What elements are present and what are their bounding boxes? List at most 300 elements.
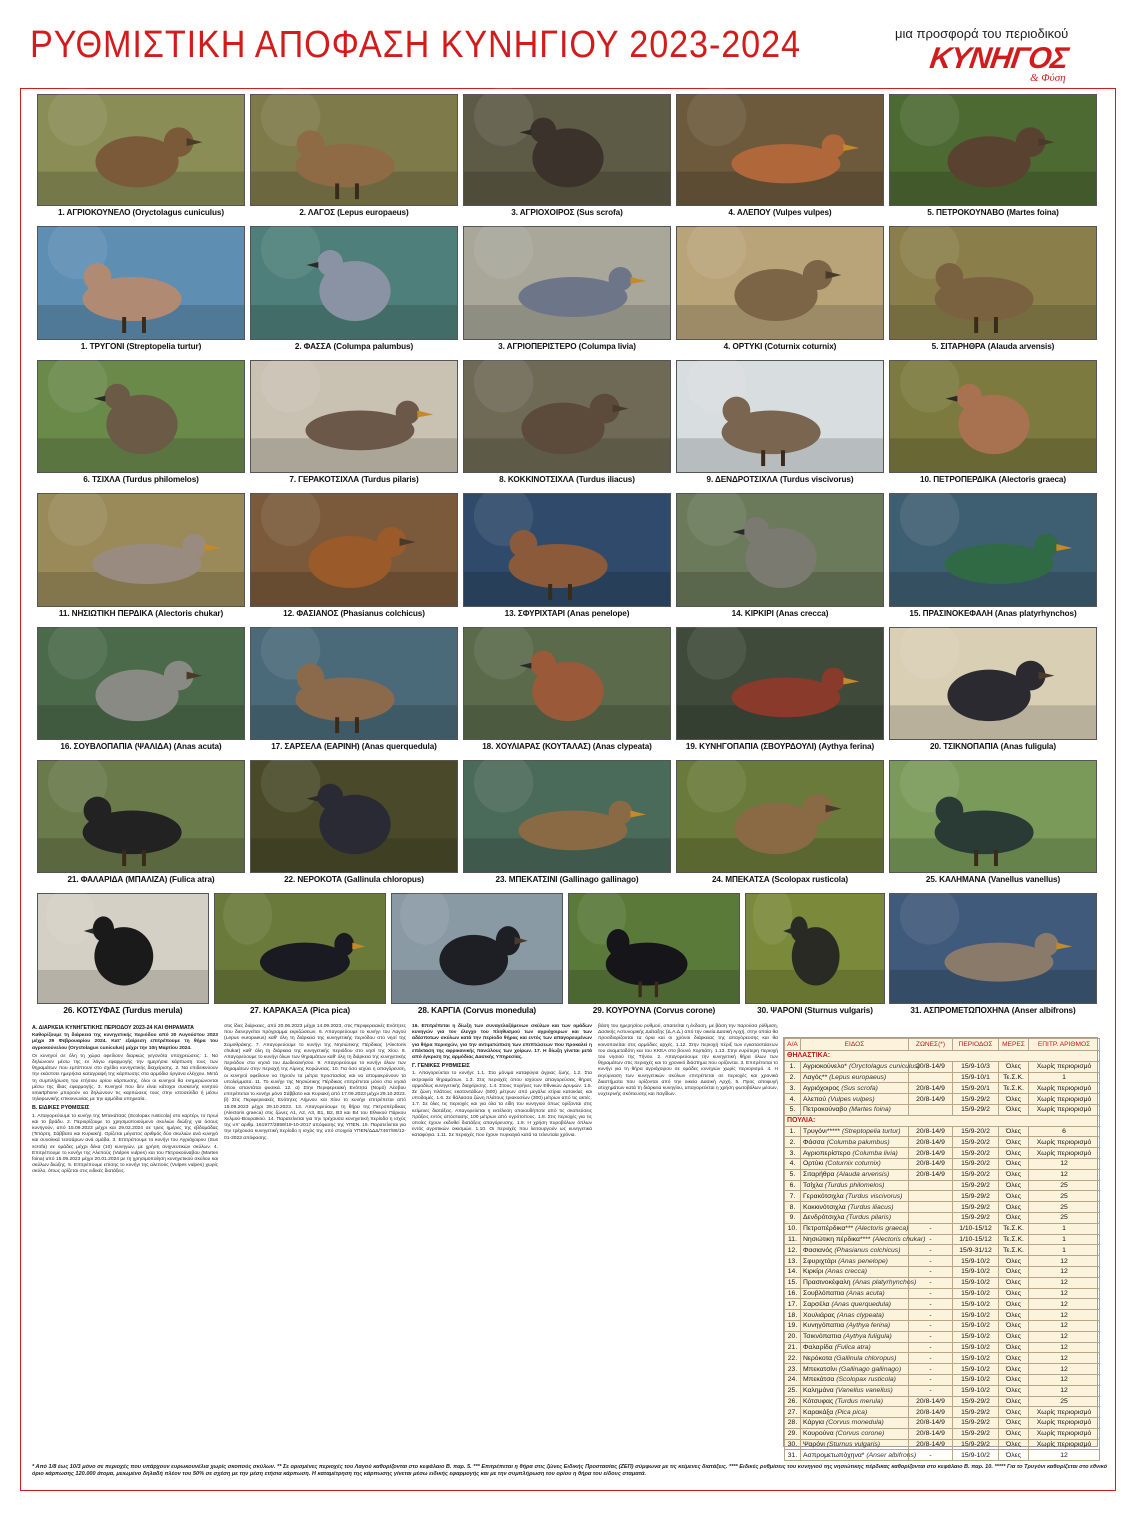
row-number: 29. xyxy=(785,1428,801,1439)
species-scientific-name: (Anas crecca) xyxy=(825,1268,868,1276)
hunting-period: 15/9-20/2 xyxy=(953,1148,999,1159)
bag-limit: Χωρίς περιορισμό xyxy=(1029,1418,1100,1429)
hunting-period: 15/9-10/2 xyxy=(953,1310,999,1321)
bag-limit: 25 xyxy=(1029,1191,1100,1202)
header-number: Α/Α xyxy=(785,1039,801,1051)
row-number: 3. xyxy=(785,1083,801,1094)
hunting-days: Όλες xyxy=(999,1061,1029,1072)
bag-limit: 6 xyxy=(1029,1126,1100,1137)
species-scientific-name: (Turdus merula) xyxy=(835,1397,883,1405)
species-photo xyxy=(463,94,671,206)
species-photo xyxy=(250,627,458,740)
zone-period: - xyxy=(909,1364,953,1375)
hunting-days: Όλες xyxy=(999,1126,1029,1137)
species-common-name: Σιταρήθρα xyxy=(803,1171,835,1179)
bag-limit: 1 xyxy=(1029,1223,1100,1234)
header-zones: ΖΩΝΕΣ(*) xyxy=(909,1039,953,1051)
species-photo xyxy=(676,360,884,473)
column-2-body: στις ίδιες διάρκειες, από 20.06.2023 μέχρι 14.09.2023, στις Περιφερειακές Ενότητες που διενεργείται πρόγραμμα εκριζώσεων. 6. Απαγορεύουμε το κυνήγι του Λαγού (Lepus europaeus) καθ' όλη τη διάρκεια της κυνηγετικής περιόδου στο νησί της Σαμοθράκης. 7. Απαγορεύουμε το κυνήγι της Νησιώτικης Πέρδικας (Alectoris chukar) καθ' όλη τη διάρκεια της κυνηγετικής περιόδου στο νησί της Χίου. 8. Απαγορεύουμε το κυνήγι όλων των θηραμάτων καθ' όλη τη διάρκεια της κυνηγετικής περιόδου στα νησιά του Δωδεκανήσου. 9. Απαγορεύουμε το κυνήγι όλων των θηραμάτων στην περιοχή της Λίμνης Κορώνειας. 10. Για όσο ισχύει η απαγόρευση, οι κυνηγοί οφείλουν να τηρούν τα μέτρα προστασίας και να απομακρύνουν τα υπολείμματα. 11. Το κυνήγι της Νησιώτικης Πέρδικας επιτρέπεται μόνο στα νησιά όπου απαντάται φυσικά. 12. α) Στην Περιφερειακή Ενότητα (Νομό) Λέσβου επιτρέπεται το κυνήγι μόνο Σάββατο και Κυριακή από 17.09.2023 μέχρι 29.10.2023. β) Στις Περιφερειακές Ενότητες Λήμνου και Χίου το κυνήγι επιτρέπεται από 15.09.2023 μέχρι 29.10.2023. 13. Απαγορεύουμε τη θήρα της Πετροπέρδικας (Alectoris graeca) στις ζώνες Α1, Α2, Α3, Β1, Β2, Β3 και Β4 του Εθνικού Πάρκου Χελμού-Βουραϊκού. 14. Παρατείνεται για την τρέχουσα κυνηγετική περίοδο η ισχύς της υπ' αριθμ. 161977/2659/19-10-2017 απόφασης της ΥΠΕΝ. 15. Παρατείνεται για την τρέχουσα κυνηγετική περίοδο η ισχύς της υπό στοιχεία ΥΠΕΝ/ΔΔΔ/7467/86/12-01-2022 απόφασης. xyxy=(224,1024,406,1141)
hunting-period: 15/9-29/2 xyxy=(953,1407,999,1418)
table-row xyxy=(785,1137,1100,1148)
species-name xyxy=(801,1331,909,1342)
row-number: 6. xyxy=(785,1180,801,1191)
table-row xyxy=(785,1202,1100,1213)
table-row xyxy=(785,1331,1100,1342)
bag-limit: 25 xyxy=(1029,1180,1100,1191)
species-card xyxy=(463,493,671,620)
hunting-days: Όλες xyxy=(999,1418,1029,1429)
bag-limit: 12 xyxy=(1029,1353,1100,1364)
table-row xyxy=(785,1439,1100,1450)
species-photo xyxy=(676,627,884,740)
zone-period: - xyxy=(909,1288,953,1299)
row-number: 4. xyxy=(785,1158,801,1169)
hunting-period: 15/9-10/3 xyxy=(953,1061,999,1072)
species-scientific-name: (Lepus europaeus) xyxy=(829,1073,887,1081)
table-row xyxy=(785,1353,1100,1364)
hunting-days: Όλες xyxy=(999,1428,1029,1439)
hunting-days: Τε.Σ.Κ. xyxy=(999,1072,1029,1083)
hunting-period: 15/9-10/2 xyxy=(953,1331,999,1342)
zone-period: - xyxy=(909,1342,953,1353)
row-number: 9. xyxy=(785,1212,801,1223)
species-card xyxy=(37,226,245,353)
tagline: μια προσφορά του περιοδικού xyxy=(895,26,1069,41)
table-row xyxy=(785,1256,1100,1267)
species-scientific-name: (Alectoris graeca) xyxy=(855,1225,909,1233)
species-photo xyxy=(37,760,245,873)
hunting-days: Όλες xyxy=(999,1353,1029,1364)
footnote: * Από 1/8 έως 10/3 μόνο σε περιοχές που υπάρχουν ευρωκουνέλια χωρίς σκοπούς σκύλων. ** Σε ορισμένες περιοχές του Λαγού καθορίζονται στο κεφάλαιο Β. παρ. 5. *** Επιτρέπεται η θήρα στις ζώνες Ειδικής Προστασίας (ΖΕΠ) σύμφωνα με τις κείμενες διατάξεις. **** Ειδικές ρυθμίσεις του κυνηγιού της νησιώτικης πέρδικας καθορίζονται στο κεφάλαιο Β. παρ. 10. ***** Για το Τρυγόνι καθορίζεται στο εθνικό όριο κάρπωσης 120.000 άτομα, μειωμένο δηλαδή πλέον του 50% σε σχέση με την μέση ετήσια κάρπωση. Η καταμέτρηση της κάρπωσης γίνεται μέσω ειδικής εφαρμογής και με την συμπλήρωση του ορίου η θήρα του είδους σταματά. xyxy=(32,1464,1107,1478)
section-a-lead: Καθορίζουμε τη διάρκεια της κυνηγετικής περιόδου από 20 Αυγούστου 2023 μέχρι 29 Φεβρουαρίου 2024. Κατ' εξαίρεση επιτρέπουμε τη θήρα του αγριοκούνελου (Oryctolagus cuniculus) μέχρι την 10η Μαρτίου 2024. xyxy=(32,1033,218,1051)
species-card xyxy=(676,226,884,353)
hunting-seasons-table xyxy=(783,1037,1098,1459)
species-name xyxy=(801,1428,909,1439)
species-scientific-name: (Vanellus vanellus) xyxy=(835,1387,893,1395)
species-card xyxy=(250,760,458,886)
species-scientific-name: (Pica pica) xyxy=(835,1408,868,1416)
bag-limit: 25 xyxy=(1029,1202,1100,1213)
species-common-name: Γερακότσιχλα xyxy=(803,1192,844,1200)
species-name xyxy=(801,1126,909,1137)
bag-limit: Χωρίς περιορισμό xyxy=(1029,1407,1100,1418)
hunting-period: 15/9-20/2 xyxy=(953,1137,999,1148)
hunting-days: Όλες xyxy=(999,1450,1029,1461)
table-row xyxy=(785,1277,1100,1288)
species-caption: 5. ΠΕΤΡΟΚΟΥΝΑΒΟ (Martes foina) xyxy=(927,208,1059,217)
species-card xyxy=(676,627,884,753)
species-scientific-name: (Gallinago gallinago) xyxy=(838,1365,902,1373)
hunting-days: Όλες xyxy=(999,1342,1029,1353)
table-row xyxy=(785,1342,1100,1353)
hunting-period: 15/9-29/2 xyxy=(953,1212,999,1223)
zone-period: - xyxy=(909,1266,953,1277)
hunting-period: 15/9-10/2 xyxy=(953,1385,999,1396)
species-name xyxy=(801,1180,909,1191)
row-number: 5. xyxy=(785,1169,801,1180)
species-card xyxy=(676,360,884,486)
zone-period: 20/8-14/9 xyxy=(909,1396,953,1407)
zone-period: 20/8-14/9 xyxy=(909,1439,953,1450)
bag-limit: Χωρίς περιορισμό xyxy=(1029,1094,1100,1105)
bag-limit: 12 xyxy=(1029,1288,1100,1299)
species-scientific-name: (Alectoris chukar) xyxy=(872,1235,926,1243)
species-photo xyxy=(250,94,458,206)
species-photo xyxy=(250,226,458,340)
row-number: 3. xyxy=(785,1148,801,1159)
species-common-name: Χουλιάρας xyxy=(803,1311,835,1319)
species-scientific-name: (Gallinula chloropus) xyxy=(834,1354,897,1362)
bag-limit: 12 xyxy=(1029,1158,1100,1169)
text-column-4 xyxy=(598,1024,778,1452)
species-caption: 1. ΑΓΡΙΟΚΟΥΝΕΛΟ (Oryctolagus cuniculus) xyxy=(58,208,224,217)
table-row xyxy=(785,1364,1100,1375)
bag-limit: 25 xyxy=(1029,1396,1100,1407)
species-scientific-name: (Turdus pilaris) xyxy=(846,1214,892,1222)
zone-period: - xyxy=(909,1374,953,1385)
species-card xyxy=(391,893,563,1017)
species-photo xyxy=(37,627,245,740)
species-name xyxy=(801,1061,920,1072)
species-scientific-name: (Turdus iliacus) xyxy=(847,1203,894,1211)
zone-period: - xyxy=(909,1277,953,1288)
species-caption: 10. ΠΕΤΡΟΠΕΡΔΙΚΑ (Alectoris graeca) xyxy=(919,475,1066,484)
hunting-period: 15/9-10/2 xyxy=(953,1299,999,1310)
table-row xyxy=(785,1094,1100,1105)
species-card xyxy=(37,627,245,753)
hunting-days: Όλες xyxy=(999,1299,1029,1310)
hunting-period: 15/9-20/1 xyxy=(953,1083,999,1094)
hunting-days: Όλες xyxy=(999,1288,1029,1299)
zone-period: - xyxy=(909,1353,953,1364)
row-number: 5. xyxy=(785,1104,801,1115)
zone-period: - xyxy=(909,1331,953,1342)
species-common-name: Φαλαρίδα xyxy=(803,1343,833,1351)
species-caption: 14. ΚΙΡΚΙΡΙ (Anas crecca) xyxy=(731,609,829,618)
species-name xyxy=(801,1266,909,1277)
species-common-name: Κότσυφας xyxy=(803,1397,834,1405)
species-caption: 24. ΜΠΕΚΑΤΣΑ (Scolopax rusticola) xyxy=(711,875,849,884)
species-scientific-name: (Fulica atra) xyxy=(834,1343,871,1351)
hunting-days: Όλες xyxy=(999,1439,1029,1450)
zone-period xyxy=(909,1191,953,1202)
row-number: 11. xyxy=(785,1234,801,1245)
species-common-name: Μπεκατσίνι xyxy=(803,1365,837,1373)
row-number: 23. xyxy=(785,1364,801,1375)
hunting-period: 15/9-29/2 xyxy=(953,1418,999,1429)
zone-period: - xyxy=(909,1256,953,1267)
bag-limit: Χωρίς περιορισμό xyxy=(1029,1148,1100,1159)
species-common-name: Αγριόχοιρος xyxy=(803,1084,840,1092)
table-body xyxy=(785,1051,1100,1461)
hunting-period: 15/9-10/1 xyxy=(953,1072,999,1083)
species-common-name: Σουβλόπαπια xyxy=(803,1289,845,1297)
species-photo xyxy=(889,760,1097,873)
species-caption: 28. ΚΑΡΓΙΑ (Corvus monedula) xyxy=(417,1006,537,1015)
species-name xyxy=(801,1364,909,1375)
species-photo xyxy=(37,493,245,607)
species-card xyxy=(889,360,1097,486)
species-caption: 15. ΠΡΑΣΙΝΟΚΕΦΑΛΗ (Anas platyrhynchos) xyxy=(909,609,1077,618)
species-photo xyxy=(463,493,671,607)
row-number: 1. xyxy=(785,1061,801,1072)
species-common-name: Πρασινοκέφαλη xyxy=(803,1279,851,1287)
species-photo xyxy=(889,226,1097,340)
text-column-2 xyxy=(224,1024,406,1452)
hunting-days: Όλες xyxy=(999,1158,1029,1169)
species-common-name: Ορτύκι xyxy=(803,1160,824,1168)
species-caption: 18. ΧΟΥΛΙΑΡΑΣ (ΚΟΥΤΑΛΑΣ) (Anas clypeata) xyxy=(482,742,652,751)
species-scientific-name: (Oryctolagus cuniculus) xyxy=(848,1063,920,1071)
table-row xyxy=(785,1374,1100,1385)
hunting-days: Τε.Σ.Κ. xyxy=(999,1234,1029,1245)
species-card xyxy=(250,627,458,753)
species-card xyxy=(463,760,671,886)
row-number: 20. xyxy=(785,1331,801,1342)
hunting-days: Όλες xyxy=(999,1331,1029,1342)
table-row xyxy=(785,1418,1100,1429)
hunting-days: Όλες xyxy=(999,1396,1029,1407)
hunting-period: 15/9-29/2 xyxy=(953,1104,999,1115)
bag-limit: 12 xyxy=(1029,1277,1100,1288)
row-number: 30. xyxy=(785,1439,801,1450)
species-caption: 4. ΟΡΤΥΚΙ (Coturnix coturnix) xyxy=(723,342,837,351)
zone-period: - xyxy=(909,1245,953,1256)
row-number: 26. xyxy=(785,1396,801,1407)
species-scientific-name: (Turdus viscivorus) xyxy=(845,1192,903,1200)
zone-period: 20/8-14/9 xyxy=(909,1169,953,1180)
species-caption: 6. ΤΣΙΧΛΑ (Turdus philomelos) xyxy=(83,475,199,484)
species-scientific-name: (Aythya fuligula) xyxy=(843,1333,892,1341)
table-row xyxy=(785,1310,1100,1321)
hunting-period: 15/9-10/2 xyxy=(953,1374,999,1385)
species-photo xyxy=(250,360,458,473)
species-common-name: Κυνηγόπαπια xyxy=(803,1322,845,1330)
species-caption: 25. ΚΑΛΗΜΑΝΑ (Vanellus vanellus) xyxy=(925,875,1061,884)
row-number: 18. xyxy=(785,1310,801,1321)
table-row xyxy=(785,1234,1100,1245)
species-common-name: Μπεκάτσα xyxy=(803,1376,835,1384)
species-scientific-name: (Anas platyrhynchos) xyxy=(852,1279,917,1287)
species-common-name: Σαρσέλα xyxy=(803,1300,830,1308)
zone-period: - xyxy=(909,1234,953,1245)
hunting-days: Όλες xyxy=(999,1137,1029,1148)
species-name xyxy=(801,1277,917,1288)
species-scientific-name: (Anas acuta) xyxy=(846,1289,885,1297)
hunting-period: 15/9-29/2 xyxy=(953,1094,999,1105)
hunting-period: 15/9-10/2 xyxy=(953,1288,999,1299)
species-caption: 12. ΦΑΣΙΑΝΟΣ (Phasianus colchicus) xyxy=(283,609,425,618)
table-row xyxy=(785,1245,1100,1256)
row-number: 4. xyxy=(785,1094,801,1105)
table-row xyxy=(785,1385,1100,1396)
species-common-name: Φάσσα xyxy=(803,1138,825,1146)
row-number: 10. xyxy=(785,1223,801,1234)
row-number: 2. xyxy=(785,1137,801,1148)
table-row xyxy=(785,1320,1100,1331)
table-row xyxy=(785,1072,1100,1083)
row-number: 25. xyxy=(785,1385,801,1396)
table-row xyxy=(785,1407,1100,1418)
species-card xyxy=(463,360,671,486)
header-limit: ΕΠΙΤΡ. ΑΡΙΘΜΟΣ xyxy=(1029,1039,1100,1051)
species-common-name: Πετροπέρδικα*** xyxy=(803,1225,854,1233)
species-card xyxy=(463,627,671,753)
species-caption: 3. ΑΓΡΙΟΠΕΡΙΣΤΕΡΟ (Columpa livia) xyxy=(498,342,636,351)
hunting-days: Τε.Σ.Κ. xyxy=(999,1223,1029,1234)
species-caption: 29. ΚΟΥΡΟΥΝΑ (Corvus corone) xyxy=(592,1006,716,1015)
hunting-days: Όλες xyxy=(999,1364,1029,1375)
hunting-period: 15/9-10/2 xyxy=(953,1364,999,1375)
hunting-days: Όλες xyxy=(999,1148,1029,1159)
species-scientific-name: (Columba palumbus) xyxy=(826,1138,890,1146)
row-number: 28. xyxy=(785,1418,801,1429)
table-section-row xyxy=(785,1115,1100,1126)
bag-limit: 12 xyxy=(1029,1299,1100,1310)
species-card xyxy=(889,893,1097,1017)
species-caption: 3. ΑΓΡΙΟΧΟΙΡΟΣ (Sus scrofa) xyxy=(511,208,623,217)
hunting-period: 15/9-10/2 xyxy=(953,1342,999,1353)
section-b-title: Β. ΕΙΔΙΚΕΣ ΡΥΘΜΙΣΕΙΣ xyxy=(32,1105,90,1112)
bag-limit: Χωρίς περιορισμό xyxy=(1029,1428,1100,1439)
species-photo xyxy=(676,94,884,206)
hunting-period: 15/9-31/12 xyxy=(953,1245,999,1256)
hunting-days: Όλες xyxy=(999,1266,1029,1277)
table-row xyxy=(785,1266,1100,1277)
table-row xyxy=(785,1299,1100,1310)
species-name xyxy=(801,1245,909,1256)
species-name xyxy=(801,1396,909,1407)
bag-limit: 12 xyxy=(1029,1450,1100,1461)
species-card xyxy=(889,627,1097,753)
hunting-period: 15/9-29/2 xyxy=(953,1191,999,1202)
logo-text: ΚΥΝΗΓΟΣ xyxy=(927,42,1070,75)
species-scientific-name: (Anas penelope) xyxy=(838,1257,888,1265)
species-name xyxy=(801,1158,909,1169)
species-photo xyxy=(37,893,209,1004)
column-3-body: 16. Επιτρέπεται η δίωξη των συναγελαζόμενων σκύλων και των ομάδων κυνηγών για τον έλεγχο του πληθυσμού των αγριόχοιρων και των αδέσποτων σκύλων κατά την περίοδο θήρας και εντός των απαγορευμένων για θήρα περιοχών, για την αντιμετώπιση των επιπτώσεων που προκαλεί η επέκταση της αφρικανικής πανώλους των χοίρων. 17. Η δίωξη γίνεται μετά από έγκριση της αρμόδιας Δασικής Υπηρεσίας. xyxy=(412,1024,592,1061)
species-name xyxy=(801,1310,909,1321)
table-header-row xyxy=(785,1039,1100,1051)
bag-limit: Χωρίς περιορισμό xyxy=(1029,1137,1100,1148)
species-name xyxy=(801,1407,909,1418)
species-photo xyxy=(463,760,671,873)
species-common-name: Κοκκινότσιχλα xyxy=(803,1203,846,1211)
hunting-days: Τε.Σ.Κ. xyxy=(999,1245,1029,1256)
species-caption: 4. ΑΛΕΠΟΥ (Vulpes vulpes) xyxy=(728,208,832,217)
zone-period: - xyxy=(909,1299,953,1310)
row-number: 8. xyxy=(785,1202,801,1213)
species-caption: 1. ΤΡΥΓΟΝΙ (Streptopelia turtur) xyxy=(80,342,202,351)
hunting-days: Όλες xyxy=(999,1256,1029,1267)
bag-limit: Χωρίς περιορισμό xyxy=(1029,1061,1100,1072)
species-photo xyxy=(889,893,1097,1004)
table-row xyxy=(785,1061,1100,1072)
species-scientific-name: (Streptopelia turtur) xyxy=(841,1127,901,1135)
hunting-period: 15/9-29/2 xyxy=(953,1396,999,1407)
row-number: 24. xyxy=(785,1374,801,1385)
zone-period: - xyxy=(909,1310,953,1321)
section-c-title: Γ. ΓΕΝΙΚΕΣ ΡΥΘΜΙΣΕΙΣ xyxy=(412,1063,470,1070)
zone-period xyxy=(909,1212,953,1223)
zone-period: 20/8-14/9 xyxy=(909,1148,953,1159)
zone-period xyxy=(909,1202,953,1213)
species-common-name: Τσίχλα xyxy=(803,1181,823,1189)
species-caption: 11. ΝΗΣΙΩΤΙΚΗ ΠΕΡΔΙΚΑ (Alectoris chukar) xyxy=(58,609,224,618)
species-card xyxy=(463,94,671,219)
species-card xyxy=(463,226,671,353)
zone-period: 20/8-14/9 xyxy=(909,1061,953,1072)
hunting-period: 1/10-15/12 xyxy=(953,1234,999,1245)
species-name xyxy=(801,1148,909,1159)
species-card xyxy=(745,893,885,1017)
row-number: 31. xyxy=(785,1450,801,1461)
species-common-name: Κουρούνα xyxy=(803,1430,834,1438)
species-name xyxy=(801,1342,909,1353)
row-number: 19. xyxy=(785,1320,801,1331)
table-row xyxy=(785,1148,1100,1159)
species-common-name: Κάργια xyxy=(803,1419,825,1427)
table-row xyxy=(785,1126,1100,1137)
table-row xyxy=(785,1169,1100,1180)
table-row xyxy=(785,1428,1100,1439)
column-3-body-2: 1. Απαγορεύεται το κυνήγι: 1.1. Στα μόνιμα καταφύγια άγριας ζωής. 1.2. Στα εκτροφεία θηραμάτων. 1.3. Στις περιοχές όπου ισχύουν απαγορεύσεις θήρας αρμοδίως κυνηγετικής διαχείρισης. 1.4. Στους πυρήνες των Εθνικών Δρυμών. 1.5. Σε ζώνη πλάτους εκατοντάδων (500) μέτρων από μεγάλα κτίρια κατοικίας και υποδομές. 1.6. Σε θάλασσα ζώνη πλάτους τριακοσίων (300) μέτρων από τις ακτές. 1.7. Σε όλες τις περιοχές και για όλα τα είδη του κυνηγιού όπως ορίζονται στις κείμενες διατάξεις. Απαγορεύεται η εκτέλεση οποιουδήποτε από τις σκοπεύσεις πράξεις εντός απόστασης 100 μέτρων από υγρότοπους. 1.8. Στις περιοχές για τις οποίες έχουν εκδοθεί διατάξεις απαγόρευσης. 1.9. Η χρήση πυροβόλων όπλων εντός αγροτικών οικισμών. 1.10. Οι περιοχές που λειτουργούν ως κυνηγετικά καταφύγια. 1.11. Σε περιοχές που έχουν πυρκαγιά κατά τα τελευταία χρόνια. xyxy=(412,1071,592,1139)
species-name xyxy=(801,1320,909,1331)
species-common-name: Τρυγόνι***** xyxy=(803,1127,841,1135)
species-common-name: Σφυριχτάρι xyxy=(803,1257,837,1265)
hunting-period: 15/9-29/2 xyxy=(953,1180,999,1191)
species-caption: 21. ΦΑΛΑΡΙΔΑ (ΜΠΑΛΙΖΑ) (Fulica atra) xyxy=(67,875,215,884)
species-photo xyxy=(37,226,245,340)
bag-limit: 12 xyxy=(1029,1364,1100,1375)
row-number: 15. xyxy=(785,1277,801,1288)
species-common-name: Δενδρότσιχλα xyxy=(803,1214,845,1222)
species-card xyxy=(250,493,458,620)
hunting-period: 15/9-29/2 xyxy=(953,1439,999,1450)
row-number: 17. xyxy=(785,1299,801,1310)
species-card xyxy=(889,226,1097,353)
row-number: 2. xyxy=(785,1072,801,1083)
column-4-body: βάση του ημερησίου ρυθμού, απαιτείται η έκδοση, με βάση την παρούσα ρύθμιση, Δασικής Αστυνομικής Διάταξης (Δ.Α.Δ.) από την οικεία Δασική Αρχή, στην οποία θα προσδιορίζονται τα όρια και οι χρόνοι διάρκειας της απαγόρευσης και θα κοινοποιείται στις αρμόδιες αρχές. 1.12. Στην περιοχή πέριξ των εγκαταστάσεων του αναμεταδότη και του ΚΚΕΑ στο βουνό Χορτιάτη. 1.13. Στην ευρύτερη περιοχή του νησιού της Τήνου. 2. Απαγορεύουμε την κυνηγετική θήρα όλων των θηραμάτων στις περιοχές και το χρονικό διάστημα που ορίζονται. 3. Επιτρέπεται το κυνήγι για τη θήρα αγριόχοιρου σε ομάδες κυνηγών χωρίς περιορισμό. 4. Η εκγύμναση των κυνηγετικών σκύλων επιτρέπεται σε περιοχές και χρονικά διαστήματα που ορίζονται από την οικεία Δασική Αρχή. 5. Προς αποφυγή ατυχημάτων κατά τη διάρκεια κυνηγίου, απαγορεύεται η χρήση φωτοβόλων μέσων, νυχτερινής σκόπευσης και παγίδων. xyxy=(598,1024,779,1098)
bag-limit: 12 xyxy=(1029,1374,1100,1385)
species-photo xyxy=(745,893,885,1004)
species-caption: 2. ΦΑΣΣΑ (Columpa palumbus) xyxy=(294,342,414,351)
zone-period: 20/8-14/9 xyxy=(909,1428,953,1439)
species-name xyxy=(801,1191,909,1202)
species-scientific-name: (Turdus philomelos) xyxy=(824,1181,885,1189)
species-scientific-name: (Alauda arvensis) xyxy=(836,1171,890,1179)
logo-subtitle: & Φύση xyxy=(1030,72,1066,84)
text-column-1 xyxy=(32,1024,218,1452)
zone-period xyxy=(909,1180,953,1191)
species-photo xyxy=(37,360,245,473)
header-species: ΕΙΔΟΣ xyxy=(801,1039,909,1051)
species-name xyxy=(801,1137,909,1148)
row-number: 27. xyxy=(785,1407,801,1418)
row-number: 14. xyxy=(785,1266,801,1277)
hunting-days: Όλες xyxy=(999,1202,1029,1213)
table-row xyxy=(785,1450,1100,1461)
species-scientific-name: (Anser albifrons) xyxy=(866,1451,917,1459)
table-section-title: ΠΟΥΛΙΑ: xyxy=(785,1115,1100,1126)
bag-limit: Χωρίς περιορισμό xyxy=(1029,1083,1100,1094)
table-section-title: ΘΗΛΑΣΤΙΚΑ: xyxy=(785,1051,1100,1062)
species-caption: 17. ΣΑΡΣΕΛΑ (ΕΑΡΙΝΗ) (Anas querquedula) xyxy=(271,742,437,751)
species-photo xyxy=(250,760,458,873)
species-name xyxy=(801,1299,909,1310)
text-column-3 xyxy=(412,1024,592,1452)
species-scientific-name: (Sturnus vulgaris) xyxy=(826,1441,881,1449)
